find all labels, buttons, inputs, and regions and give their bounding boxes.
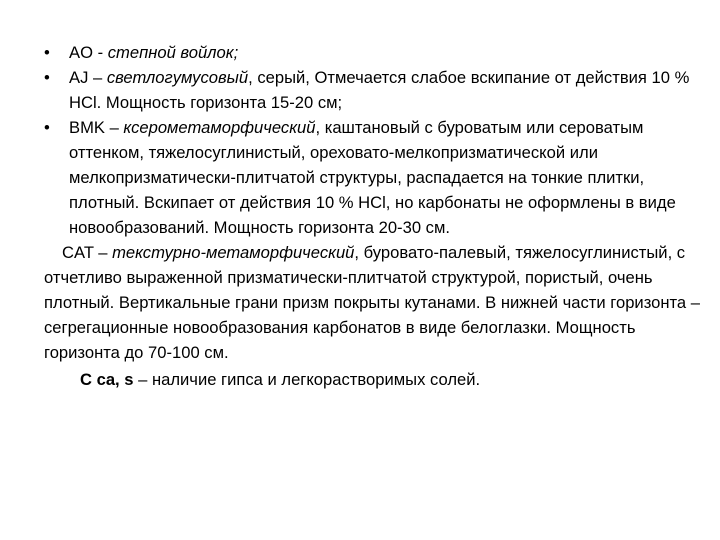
bullet-icon: • [44,118,50,137]
dash: - [92,43,108,62]
paragraph-cat [44,240,704,365]
horizon-code: CAT [62,243,94,262]
dash: – [88,68,107,87]
horizon-text: , каштановый с буроватым или сероватым оттенком, тяжелосуглинистый, ореховато-мелкопризматической или мелкопризматически-плитчатой структуры, распадается на тонкие плитки, плотный. Вскипает от действия 10 % HCl, но карбонаты не оформлены в виде новообразований. Мощность горизонта 20-30 см. [69,118,676,237]
dash: – [93,243,113,262]
horizon-code: BMK [69,118,105,137]
paragraph-cca [44,367,704,392]
horizon-description: текстурно-метаморфический [112,243,355,262]
horizon-description: светлогумусовый [106,68,249,87]
dash: – [104,118,124,137]
list-item-ao [44,40,704,65]
list-item-bmk [44,115,704,240]
horizon-text: , серый, Отмечается слабое вскипание от действия 10 % HCl. Мощность горизонта 15-20 см; [69,68,690,112]
bullet-icon: • [44,68,50,87]
bullet-icon: • [44,43,50,62]
horizon-description: степной войлок; [107,43,239,62]
horizon-code: C ca, s [80,370,134,389]
horizon-code: AO [69,43,93,62]
horizon-text: , буровато-палевый, тяжелосуглинистый, с отчетливо выраженной призматически-плитчатой структурой, пористый, очень плотный. Вертикальные грани призм покрыты кутанами. В нижней части горизонта – сегрегационные новообразования карбонатов в виде белоглазки. Мощность горизонта до 70-100 см. [44,243,700,362]
slide-content [44,40,704,392]
horizon-text: – наличие гипса и легкорастворимых солей. [133,370,481,389]
horizon-description: ксерометаморфический [123,118,316,137]
list-item-aj [44,65,704,115]
horizon-list [44,40,704,240]
horizon-code: AJ [69,68,89,87]
